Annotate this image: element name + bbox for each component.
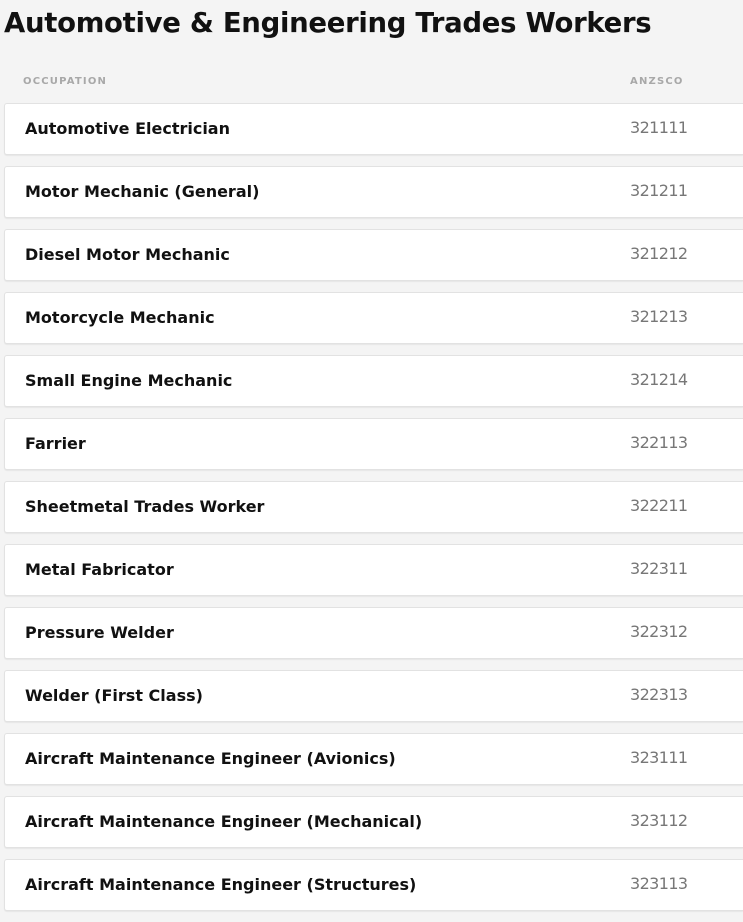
occupation-list	[4, 103, 743, 922]
occupation-name: Metal Fabricator	[25, 560, 174, 579]
anzsco-code: 321211	[630, 181, 688, 200]
occupation-name: Motorcycle Mechanic	[25, 308, 215, 327]
occupation-name: Aircraft Maintenance Engineer (Structures)	[25, 875, 417, 894]
column-header-anzsco: ANZSCO	[630, 76, 684, 87]
occupation-name: Aircraft Maintenance Engineer (Mechanical)	[25, 812, 423, 831]
table-row[interactable]	[4, 166, 743, 218]
anzsco-code: 323111	[630, 748, 688, 767]
occupation-name: Diesel Motor Mechanic	[25, 245, 230, 264]
anzsco-code: 321213	[630, 307, 688, 326]
anzsco-code: 322211	[630, 496, 688, 515]
anzsco-code: 321111	[630, 118, 688, 137]
page-title: Automotive & Engineering Trades Workers	[4, 7, 652, 39]
occupation-name: Automotive Electrician	[25, 119, 230, 138]
anzsco-code: 322312	[630, 622, 688, 641]
table-row[interactable]	[4, 103, 743, 155]
anzsco-code: 322113	[630, 433, 688, 452]
table-row[interactable]	[4, 796, 743, 848]
anzsco-code: 323113	[630, 874, 688, 893]
anzsco-code: 322311	[630, 559, 688, 578]
occupation-name: Welder (First Class)	[25, 686, 203, 705]
anzsco-code: 323112	[630, 811, 688, 830]
anzsco-code: 321214	[630, 370, 688, 389]
table-row[interactable]	[4, 607, 743, 659]
table-row[interactable]	[4, 292, 743, 344]
table-row[interactable]	[4, 418, 743, 470]
occupation-name: Aircraft Maintenance Engineer (Avionics)	[25, 749, 396, 768]
occupation-name: Farrier	[25, 434, 86, 453]
table-row[interactable]	[4, 229, 743, 281]
occupation-name: Motor Mechanic (General)	[25, 182, 260, 201]
occupation-name: Pressure Welder	[25, 623, 174, 642]
table-row[interactable]	[4, 733, 743, 785]
column-header-occupation: OCCUPATION	[23, 76, 108, 87]
table-row[interactable]	[4, 670, 743, 722]
table-row[interactable]	[4, 544, 743, 596]
table-row[interactable]	[4, 859, 743, 911]
occupation-name: Sheetmetal Trades Worker	[25, 497, 265, 516]
table-row[interactable]	[4, 355, 743, 407]
anzsco-code: 322313	[630, 685, 688, 704]
anzsco-code: 321212	[630, 244, 688, 263]
occupation-name: Small Engine Mechanic	[25, 371, 233, 390]
table-row[interactable]	[4, 481, 743, 533]
